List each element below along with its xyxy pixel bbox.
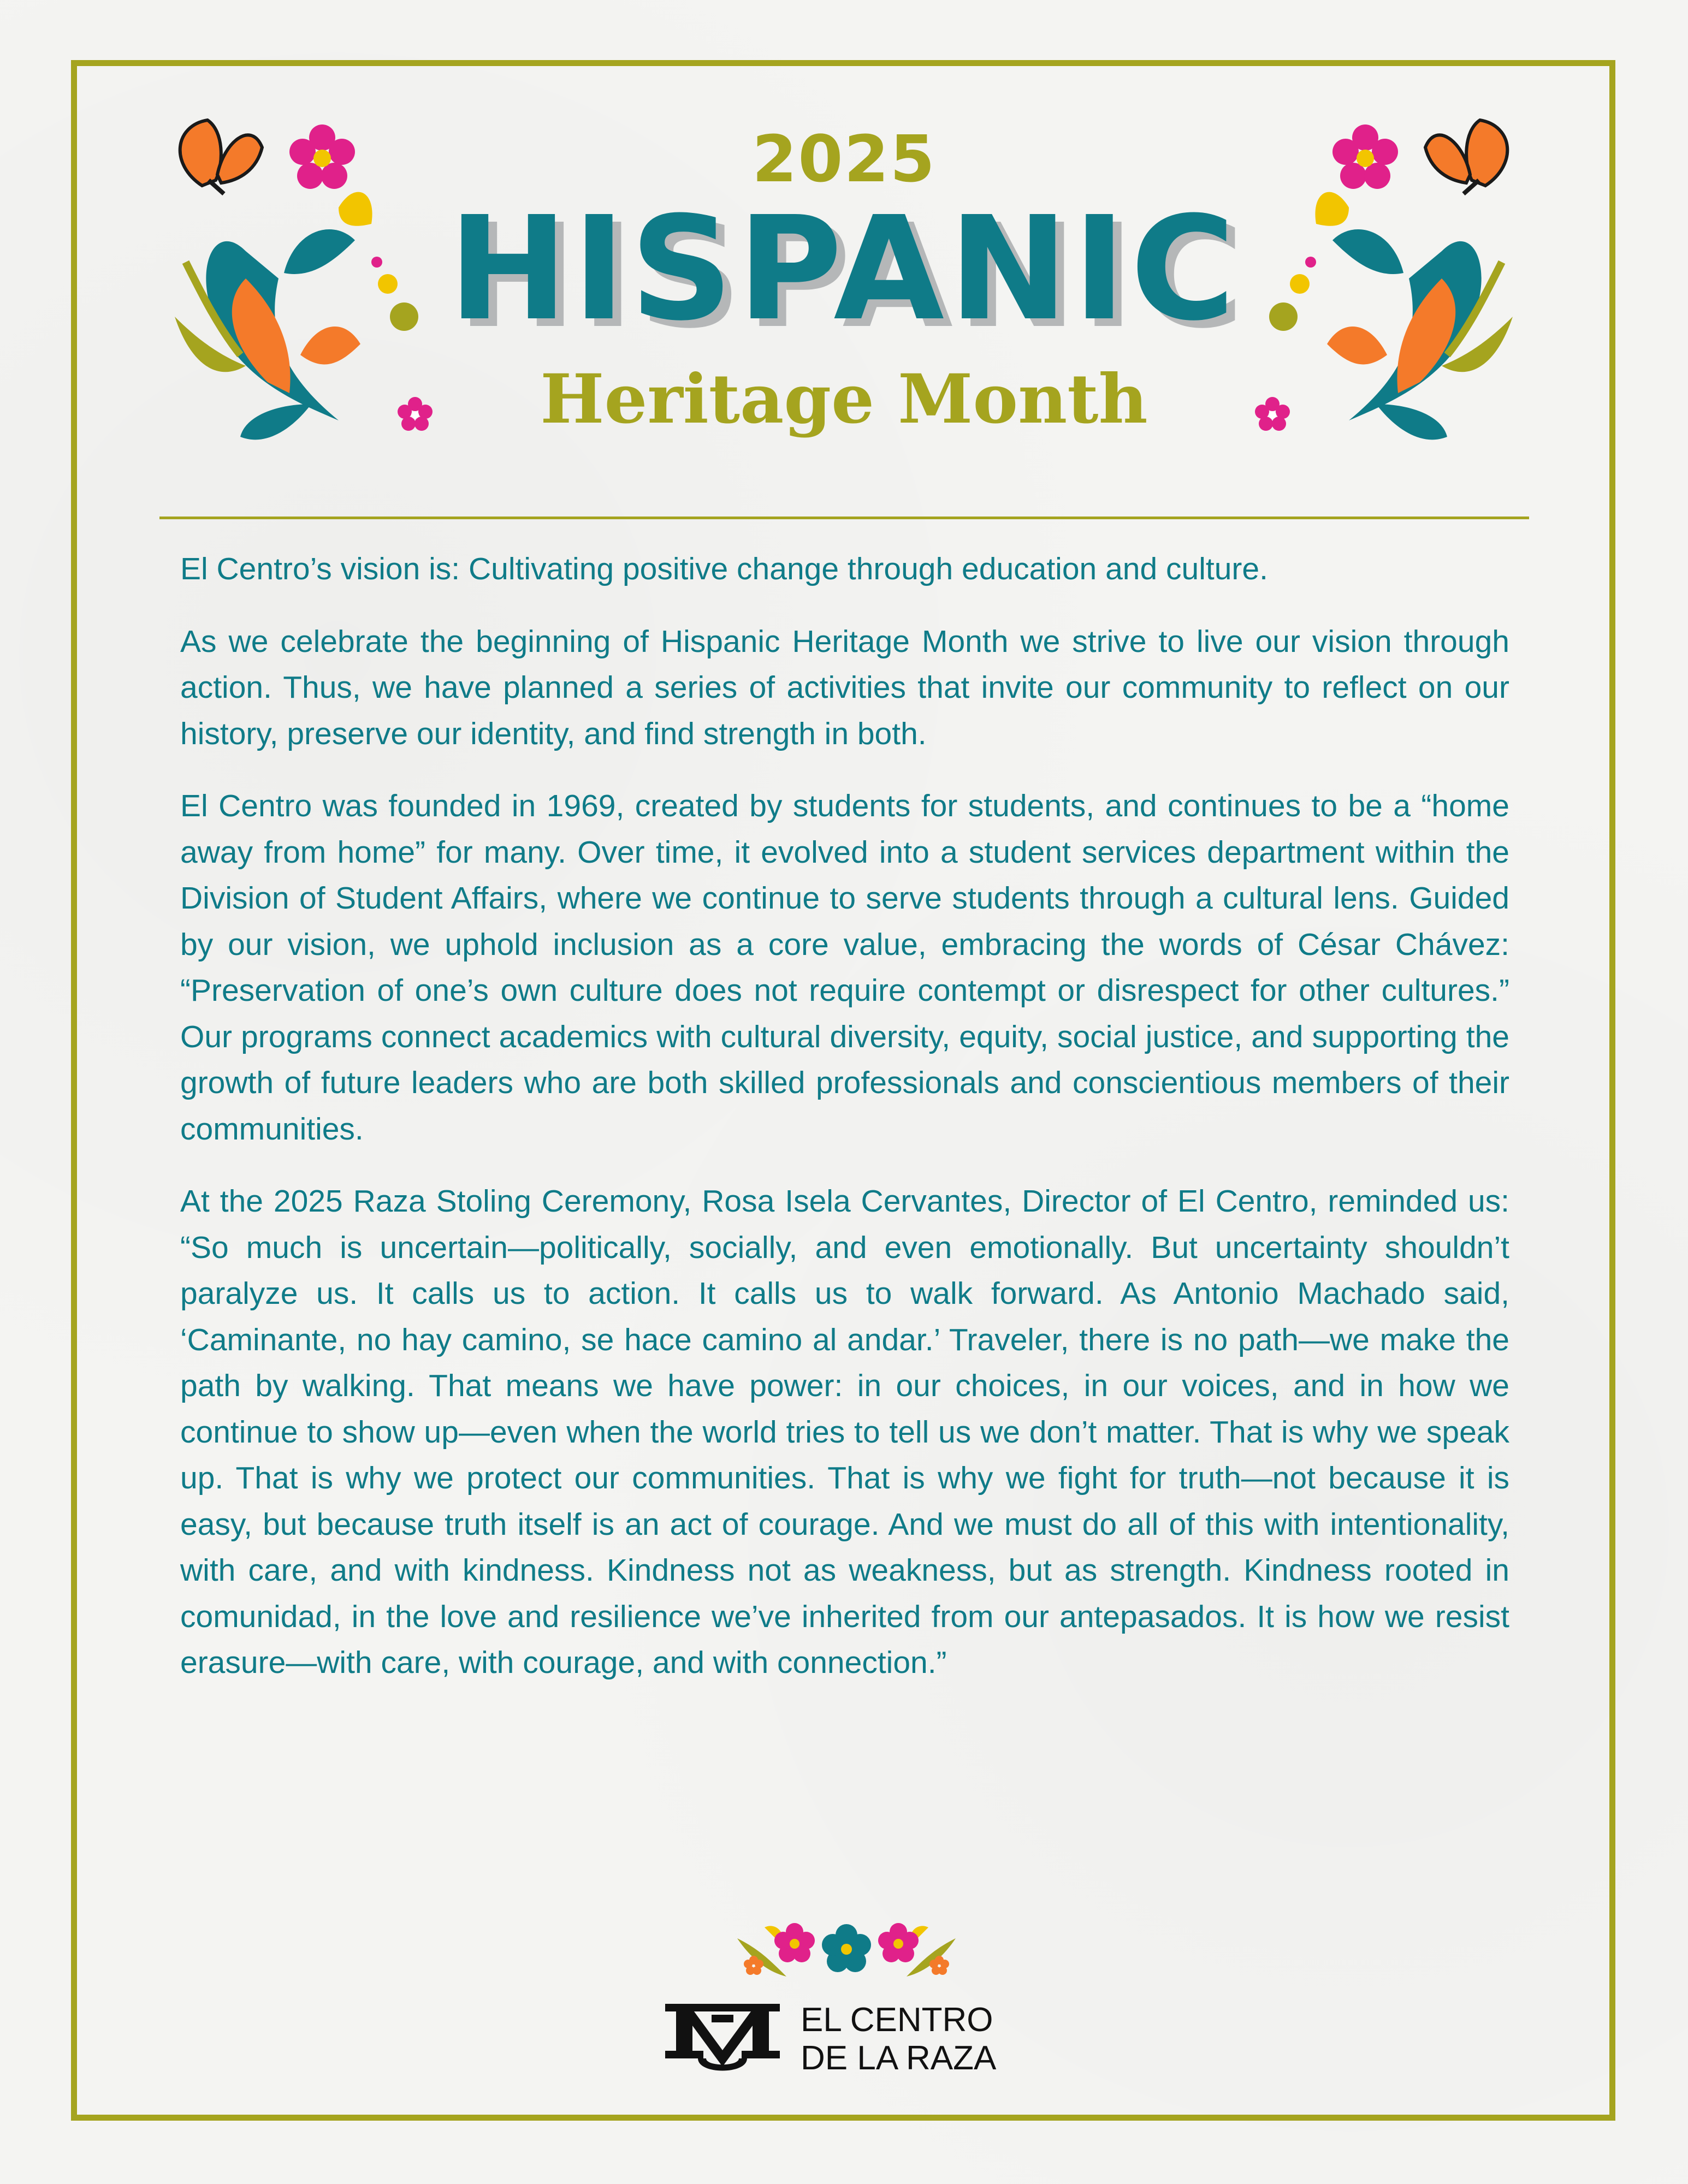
paragraph-celebration: As we celebrate the beginning of Hispanic Heritage Month we strive to live our vision through action. Thus, we have planned a series of activities that invite our community to reflect on our history, preserve our identity, and find strength in both. (180, 624, 1509, 751)
unm-logo-icon (665, 1998, 780, 2080)
org-name-line2: DE LA RAZA (801, 2039, 997, 2077)
paragraph-quote: At the 2025 Raza Stoling Ceremony, Rosa Isela Cervantes, Director of El Centro, reminded us: “So much is uncertain—politically, socially, and even emotionally. But uncertainty shouldn’t paralyze us. It calls us to action. It calls us to walk forward. As Antonio Machado said, ‘Caminante, no hay camino, se hace camino al andar.’ Traveler, there is no path—we make the path by walking. That means we have power: in our choices, in our voices, and in how we continue to show up—even when the world tries to tell us we don’t matter. That is why we speak up. That is why we protect our communities. That is why we fight for truth—not because it is easy, but because truth itself is an act of courage. And we must do all of this with intentionality, with care, and with kindness. Kindness not as weakness, but as strength. Kindness rooted in comunidad, in the love and resilience we’ve inherited from our antepasados. It is how we resist erasure—with care, with courage, and with connection.” (180, 1184, 1509, 1680)
paragraph-history: El Centro was founded in 1969, created by students for students, and continues to be a “home away from home” for many. Over time, it evolved into a student services department within the Division of Student Affairs, where we continue to serve students through a cultural lens. Guided by our vision, we uphold inclusion as a core value, embracing the words of César Chávez: “Preservation of one’s own culture does not require contempt or disrespect for other cultures.” Our programs connect academics with cultural diversity, equity, social justice, and supporting the growth of future leaders who are both skilled professionals and conscientious members of their communities. (180, 788, 1509, 1147)
header-year: 2025 (752, 121, 936, 197)
org-name-line1: EL CENTRO (801, 2001, 993, 2039)
divider (159, 517, 1529, 519)
bottom-floral-decoration (732, 1906, 961, 1987)
header-subtitle: Heritage Month (540, 360, 1148, 439)
paragraph-vision: El Centro’s vision is: Cultivating positive change through education and culture. (180, 551, 1268, 586)
header-title: HISPANIC (448, 186, 1240, 352)
org-name (801, 2001, 996, 2078)
body-text (180, 546, 1509, 1712)
